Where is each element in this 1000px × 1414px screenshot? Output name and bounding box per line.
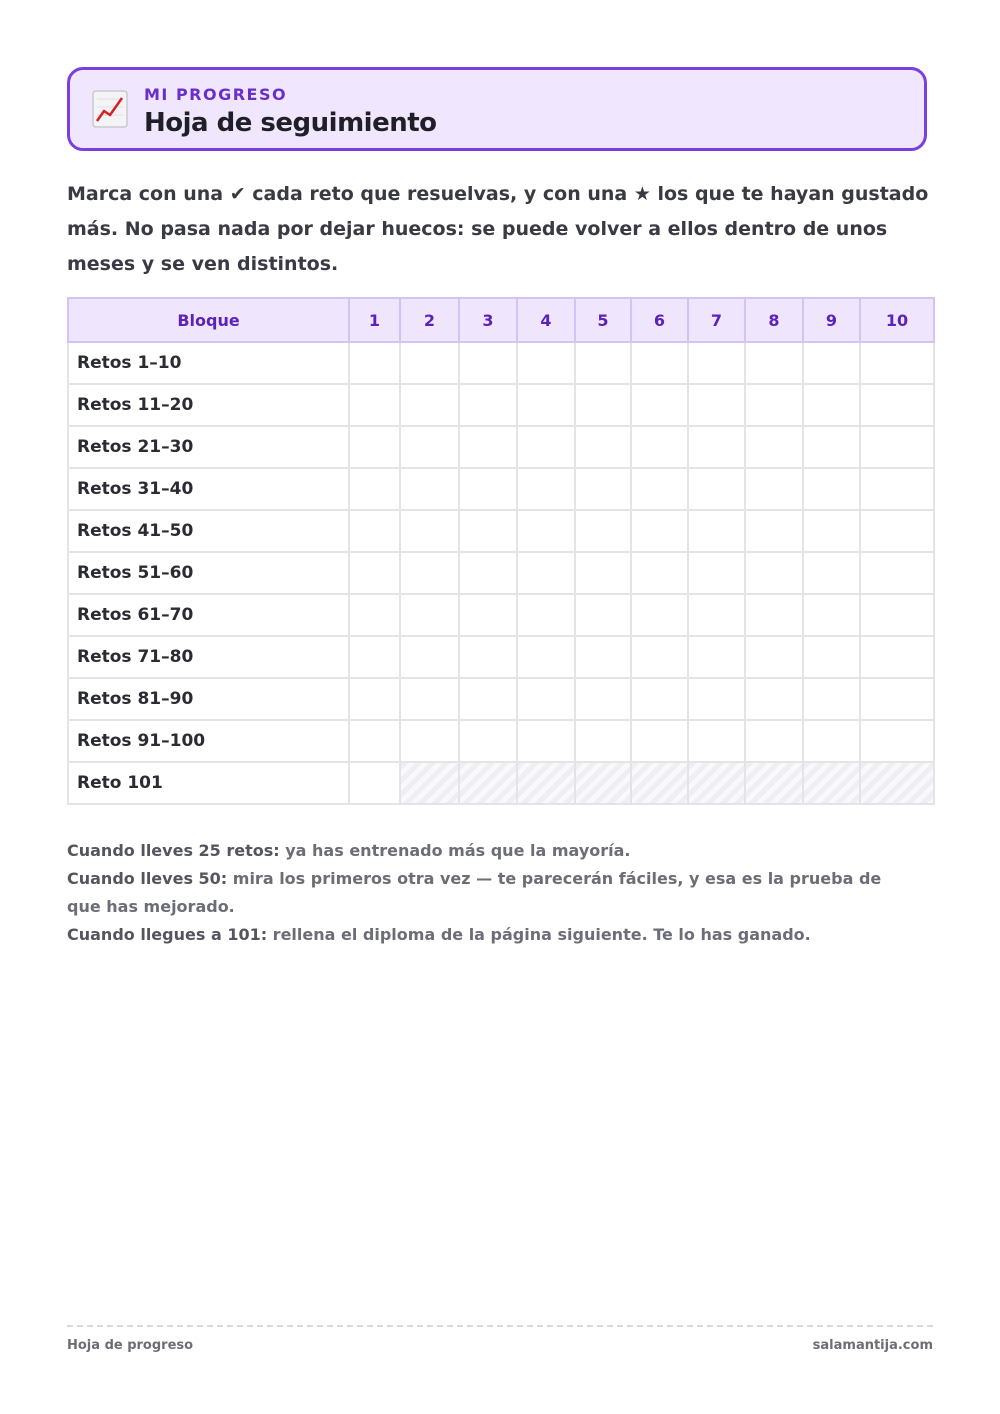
page-title: Hoja de seguimiento xyxy=(144,108,437,138)
table-row xyxy=(68,510,934,552)
checkbox-cell[interactable] xyxy=(517,342,575,384)
checkbox-cell[interactable] xyxy=(631,342,688,384)
checkbox-cell[interactable] xyxy=(349,552,400,594)
milestone-note xyxy=(67,865,897,921)
intro-text: Marca con una ✔ cada reto que resuelvas, y con una ★ los que te hayan gustado más. No pasa nada por dejar huecos: se puede volver a ellos dentro de unos meses y se ven distintos. xyxy=(67,183,929,275)
checkbox-cell[interactable] xyxy=(688,594,745,636)
checkbox-cell[interactable] xyxy=(860,552,934,594)
table-row xyxy=(68,720,934,762)
checkbox-cell[interactable] xyxy=(400,342,459,384)
checkbox-cell[interactable] xyxy=(803,342,860,384)
row-label: Retos 1–10 xyxy=(68,342,349,384)
header-card xyxy=(67,67,927,151)
checkbox-cell[interactable] xyxy=(631,636,688,678)
checkbox-cell[interactable] xyxy=(459,384,517,426)
checkbox-cell[interactable] xyxy=(575,468,631,510)
checkbox-cell[interactable] xyxy=(631,678,688,720)
checkbox-cell[interactable] xyxy=(803,510,860,552)
table-row xyxy=(68,342,934,384)
checkbox-cell[interactable] xyxy=(745,468,803,510)
table-row xyxy=(68,468,934,510)
checkbox-cell[interactable] xyxy=(745,384,803,426)
column-header-9: 9 xyxy=(803,298,860,342)
disabled-cell xyxy=(860,762,934,804)
table-row xyxy=(68,594,934,636)
checkbox-cell[interactable] xyxy=(860,426,934,468)
checkbox-cell[interactable] xyxy=(459,510,517,552)
checkbox-cell[interactable] xyxy=(688,510,745,552)
milestone-text: rellena el diploma de la página siguiente. Te lo has ganado. xyxy=(267,925,811,944)
checkbox-cell[interactable] xyxy=(349,678,400,720)
column-header-3: 3 xyxy=(459,298,517,342)
checkbox-cell[interactable] xyxy=(745,594,803,636)
checkbox-cell[interactable] xyxy=(745,342,803,384)
milestone-note xyxy=(67,921,897,949)
checkbox-cell[interactable] xyxy=(803,552,860,594)
checkbox-cell[interactable] xyxy=(459,426,517,468)
checkbox-cell[interactable] xyxy=(860,720,934,762)
checkbox-cell[interactable] xyxy=(688,468,745,510)
checkbox-cell[interactable] xyxy=(459,678,517,720)
checkbox-cell[interactable] xyxy=(400,720,459,762)
checkbox-cell[interactable] xyxy=(631,510,688,552)
checkbox-cell[interactable] xyxy=(631,468,688,510)
table-row xyxy=(68,636,934,678)
disabled-cell xyxy=(803,762,860,804)
disabled-cell xyxy=(631,762,688,804)
checkbox-cell[interactable] xyxy=(688,552,745,594)
checkbox-cell[interactable] xyxy=(575,636,631,678)
checkbox-cell[interactable] xyxy=(803,636,860,678)
checkbox-cell[interactable] xyxy=(459,552,517,594)
checkbox-cell[interactable] xyxy=(745,510,803,552)
checkbox-cell[interactable] xyxy=(517,636,575,678)
footer-left: Hoja de progreso xyxy=(67,1338,194,1353)
checkbox-cell[interactable] xyxy=(459,468,517,510)
checkbox-cell[interactable] xyxy=(400,468,459,510)
checkbox-cell[interactable] xyxy=(688,384,745,426)
checkbox-cell[interactable] xyxy=(803,468,860,510)
checkbox-cell[interactable] xyxy=(860,510,934,552)
checkbox-cell[interactable] xyxy=(349,720,400,762)
footer-right: salamantija.com xyxy=(812,1338,933,1353)
checkbox-cell[interactable] xyxy=(575,510,631,552)
checkbox-cell[interactable] xyxy=(400,594,459,636)
checkbox-cell[interactable] xyxy=(745,426,803,468)
checkbox-cell[interactable] xyxy=(349,594,400,636)
checkbox-cell[interactable] xyxy=(400,678,459,720)
checkbox-cell[interactable] xyxy=(349,510,400,552)
milestone-text: ya has entrenado más que la mayoría. xyxy=(279,841,631,860)
checkbox-cell[interactable] xyxy=(688,678,745,720)
checkbox-cell[interactable] xyxy=(517,720,575,762)
checkbox-cell[interactable] xyxy=(803,678,860,720)
row-label: Retos 31–40 xyxy=(68,468,349,510)
disabled-cell xyxy=(688,762,745,804)
checkbox-cell[interactable] xyxy=(745,552,803,594)
checkbox-cell[interactable] xyxy=(860,468,934,510)
checkbox-cell[interactable] xyxy=(745,636,803,678)
table-header-row xyxy=(68,298,934,342)
checkbox-cell[interactable] xyxy=(860,678,934,720)
eyebrow-label: MI PROGRESO xyxy=(144,85,288,104)
checkbox-cell[interactable] xyxy=(575,720,631,762)
milestone-notes xyxy=(67,837,897,949)
checkbox-cell[interactable] xyxy=(517,510,575,552)
checkbox-cell[interactable] xyxy=(688,342,745,384)
checkbox-cell[interactable] xyxy=(400,426,459,468)
milestone-text: mira los primeros otra vez — te parecerán fáciles, y esa es la prueba de que has mejorado. xyxy=(67,869,882,916)
disabled-cell xyxy=(459,762,517,804)
row-label: Retos 61–70 xyxy=(68,594,349,636)
checkbox-cell[interactable] xyxy=(631,720,688,762)
row-label: Retos 41–50 xyxy=(68,510,349,552)
column-header-5: 5 xyxy=(575,298,631,342)
milestone-lead: Cuando lleves 25 retos: xyxy=(67,841,280,860)
row-label: Retos 11–20 xyxy=(68,384,349,426)
checkbox-cell[interactable] xyxy=(400,636,459,678)
checkbox-cell[interactable] xyxy=(860,384,934,426)
checkbox-cell[interactable] xyxy=(459,342,517,384)
milestone-lead: Cuando llegues a 101: xyxy=(67,925,268,944)
checkbox-cell[interactable] xyxy=(688,720,745,762)
checkbox-cell[interactable] xyxy=(517,678,575,720)
progress-table xyxy=(67,297,935,805)
checkbox-cell[interactable] xyxy=(745,678,803,720)
checkbox-cell[interactable] xyxy=(860,636,934,678)
checkbox-cell[interactable] xyxy=(631,384,688,426)
column-header-8: 8 xyxy=(745,298,803,342)
checkbox-cell[interactable] xyxy=(400,384,459,426)
checkbox-cell[interactable] xyxy=(400,552,459,594)
table-row xyxy=(68,384,934,426)
checkbox-cell[interactable] xyxy=(860,342,934,384)
checkbox-cell[interactable] xyxy=(631,594,688,636)
checkbox-cell[interactable] xyxy=(517,468,575,510)
checkbox-cell[interactable] xyxy=(575,594,631,636)
milestone-note xyxy=(67,837,897,865)
column-header-2: 2 xyxy=(400,298,459,342)
checkbox-cell[interactable] xyxy=(575,678,631,720)
milestone-lead: Cuando lleves 50: xyxy=(67,869,228,888)
checkbox-cell[interactable] xyxy=(349,384,400,426)
checkbox-cell[interactable] xyxy=(459,636,517,678)
checkbox-cell[interactable] xyxy=(803,594,860,636)
checkbox-cell[interactable] xyxy=(575,426,631,468)
checkbox-cell[interactable] xyxy=(517,552,575,594)
column-header-7: 7 xyxy=(688,298,745,342)
row-label: Retos 51–60 xyxy=(68,552,349,594)
table-row xyxy=(68,426,934,468)
row-label: Retos 81–90 xyxy=(68,678,349,720)
row-label: Retos 21–30 xyxy=(68,426,349,468)
checkbox-cell[interactable] xyxy=(349,468,400,510)
table-row xyxy=(68,762,934,804)
column-header-10: 10 xyxy=(860,298,934,342)
checkbox-cell[interactable] xyxy=(803,426,860,468)
disabled-cell xyxy=(745,762,803,804)
checkbox-cell[interactable] xyxy=(349,426,400,468)
disabled-cell xyxy=(517,762,575,804)
checkbox-cell[interactable] xyxy=(631,426,688,468)
checkbox-cell[interactable] xyxy=(517,384,575,426)
checkbox-cell[interactable] xyxy=(688,636,745,678)
checkbox-cell[interactable] xyxy=(349,342,400,384)
checkbox-cell[interactable] xyxy=(745,720,803,762)
checkbox-cell[interactable] xyxy=(349,762,400,804)
checkbox-cell[interactable] xyxy=(575,552,631,594)
column-header-1: 1 xyxy=(349,298,400,342)
checkbox-cell[interactable] xyxy=(860,594,934,636)
checkbox-cell[interactable] xyxy=(803,720,860,762)
checkbox-cell[interactable] xyxy=(459,594,517,636)
checkbox-cell[interactable] xyxy=(459,720,517,762)
column-header-4: 4 xyxy=(517,298,575,342)
disabled-cell xyxy=(400,762,459,804)
column-header-6: 6 xyxy=(631,298,688,342)
checkbox-cell[interactable] xyxy=(575,342,631,384)
table-row xyxy=(68,552,934,594)
checkbox-cell[interactable] xyxy=(575,384,631,426)
checkbox-cell[interactable] xyxy=(803,384,860,426)
checkbox-cell[interactable] xyxy=(349,636,400,678)
row-label: Reto 101 xyxy=(68,762,349,804)
table-row xyxy=(68,678,934,720)
checkbox-cell[interactable] xyxy=(400,510,459,552)
checkbox-cell[interactable] xyxy=(631,552,688,594)
checkbox-cell[interactable] xyxy=(517,426,575,468)
row-label: Retos 71–80 xyxy=(68,636,349,678)
disabled-cell xyxy=(575,762,631,804)
footer-divider xyxy=(67,1325,933,1327)
column-header-bloque: Bloque xyxy=(68,298,349,342)
checkbox-cell[interactable] xyxy=(688,426,745,468)
row-label: Retos 91–100 xyxy=(68,720,349,762)
chart-increasing-icon xyxy=(92,90,128,128)
checkbox-cell[interactable] xyxy=(517,594,575,636)
